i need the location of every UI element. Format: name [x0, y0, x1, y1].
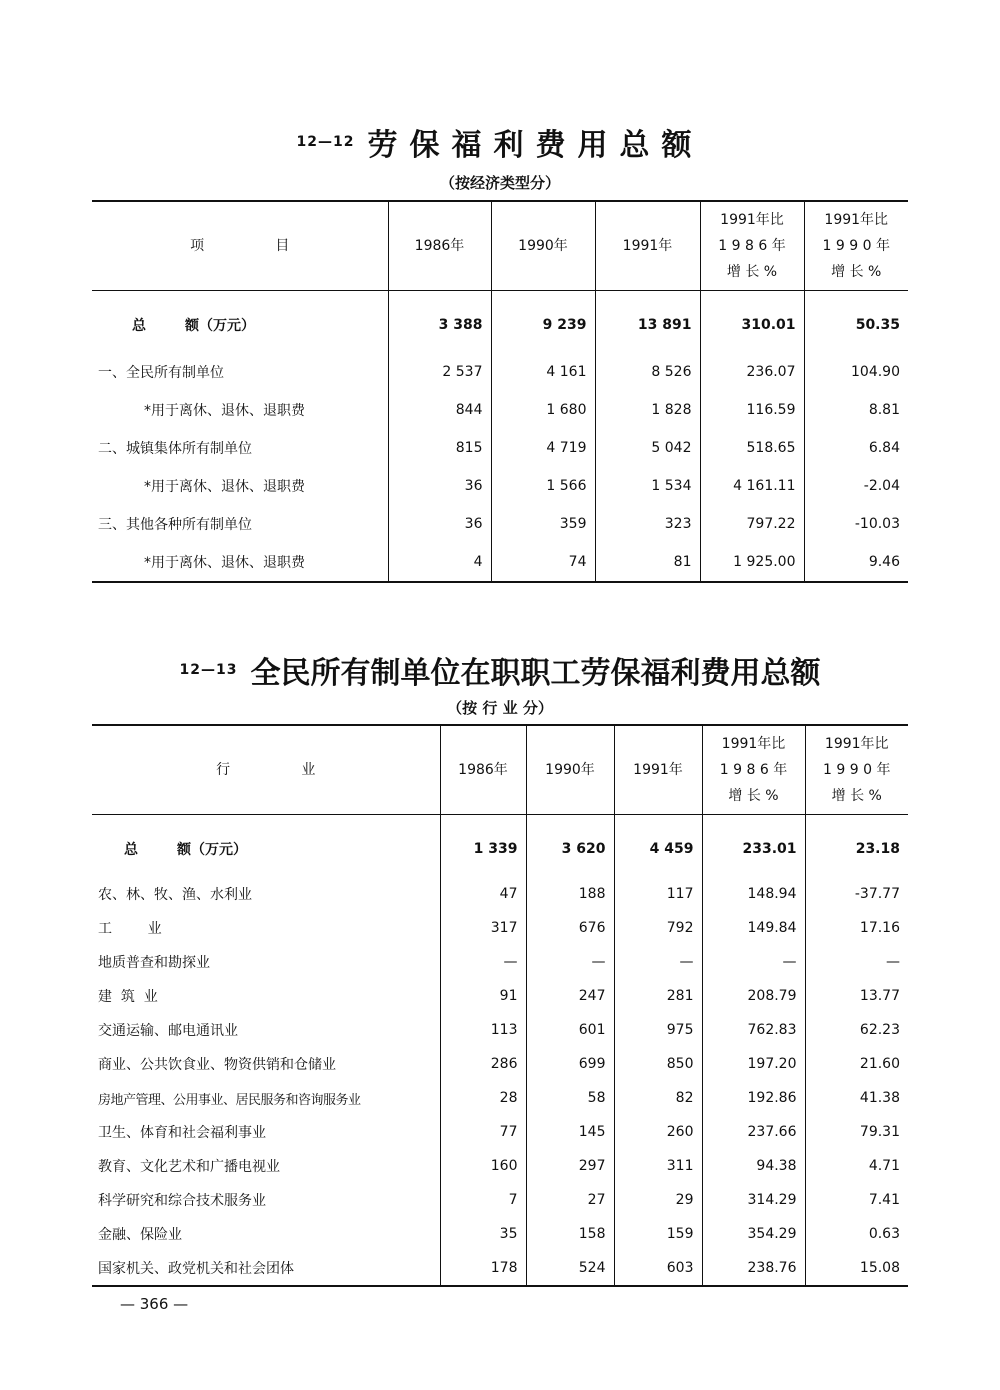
cell-1991: 5 042: [595, 429, 700, 467]
table-row: [92, 1149, 908, 1183]
cell-growth-1986: 762.83: [702, 1013, 805, 1047]
table2-header-growth-1986: [702, 725, 805, 815]
cell-1990: 58: [526, 1081, 614, 1115]
table-row: [92, 467, 908, 505]
table2-title-text: 全民所有制单位在职职工劳保福利费用总额: [250, 656, 821, 691]
table-row: [92, 1081, 908, 1115]
cell-growth-1986: 197.20: [702, 1047, 805, 1081]
cell-growth-1986: 518.65: [700, 429, 804, 467]
table2-number: 12—13: [179, 662, 238, 678]
cell-1990: 3 620: [526, 815, 614, 878]
table-row: [92, 1115, 908, 1149]
header-line: 1991年比: [720, 212, 784, 228]
row-label: 房地产管理、公用事业、居民服务和咨询服务业: [98, 1092, 361, 1108]
cell-growth-1990: 104.90: [804, 353, 908, 391]
cell-growth-1986: 797.22: [700, 505, 804, 543]
page-number: — 366 —: [120, 1295, 189, 1313]
cell-1991: 281: [614, 979, 702, 1013]
header-line: 1 9 9 0 年: [823, 762, 891, 778]
table-row: [92, 505, 908, 543]
cell-growth-1986: 233.01: [702, 815, 805, 878]
cell-1990: —: [526, 945, 614, 979]
header-line: 增 长 %: [726, 264, 778, 280]
cell-1990: 145: [526, 1115, 614, 1149]
table1-number: 12—12: [296, 134, 355, 150]
cell-growth-1990: 0.63: [805, 1217, 908, 1251]
cell-1991: 1 534: [595, 467, 700, 505]
cell-1991: 975: [614, 1013, 702, 1047]
cell-1991: 81: [595, 543, 700, 582]
cell-1986: 36: [388, 467, 491, 505]
row-label: 总 额（万元）: [132, 318, 255, 334]
cell-1986: 36: [388, 505, 491, 543]
cell-1986: 815: [388, 429, 491, 467]
row-label: 二、城镇集体所有制单位: [98, 441, 252, 457]
cell-1986: 91: [440, 979, 526, 1013]
cell-1990: 188: [526, 877, 614, 911]
cell-1990: 27: [526, 1183, 614, 1217]
cell-1991: 311: [614, 1149, 702, 1183]
row-label: 商业、公共饮食业、物资供销和仓储业: [98, 1057, 336, 1073]
table1-header-1986: 1986年: [388, 201, 491, 291]
cell-growth-1990: 41.38: [805, 1081, 908, 1115]
cell-1986: 77: [440, 1115, 526, 1149]
cell-growth-1986: 354.29: [702, 1217, 805, 1251]
row-label: 地质普查和勘探业: [98, 955, 210, 971]
cell-1990: 4 719: [491, 429, 595, 467]
cell-1986: 178: [440, 1251, 526, 1286]
cell-1990: 1 680: [491, 391, 595, 429]
cell-growth-1986: 94.38: [702, 1149, 805, 1183]
cell-1991: 8 526: [595, 353, 700, 391]
cell-growth-1986: 149.84: [702, 911, 805, 945]
cell-growth-1986: 314.29: [702, 1183, 805, 1217]
row-label: 农、林、牧、渔、水利业: [98, 887, 252, 903]
table-row: [92, 429, 908, 467]
cell-1990: 1 566: [491, 467, 595, 505]
table1-header-growth-1986: [700, 201, 804, 291]
cell-growth-1990: 4.71: [805, 1149, 908, 1183]
cell-growth-1990: -10.03: [804, 505, 908, 543]
table1-header-item: 项 目: [92, 201, 388, 291]
cell-growth-1990: -37.77: [805, 877, 908, 911]
cell-growth-1986: 237.66: [702, 1115, 805, 1149]
cell-1990: 699: [526, 1047, 614, 1081]
table1-title-text: 劳保福利费用总额: [367, 128, 704, 163]
cell-growth-1986: 1 925.00: [700, 543, 804, 582]
row-label: 交通运输、邮电通讯业: [98, 1023, 238, 1039]
header-line: 增 长 %: [728, 788, 779, 804]
table-row: [92, 911, 908, 945]
row-label: *用于离休、退休、退职费: [144, 479, 305, 495]
table-row: [92, 815, 908, 878]
cell-1986: 160: [440, 1149, 526, 1183]
row-label: 科学研究和综合技术服务业: [98, 1193, 266, 1209]
cell-1991: 260: [614, 1115, 702, 1149]
cell-1986: —: [440, 945, 526, 979]
table-row: [92, 391, 908, 429]
cell-1986: 35: [440, 1217, 526, 1251]
cell-growth-1990: 21.60: [805, 1047, 908, 1081]
table-row: [92, 945, 908, 979]
table1-header-row: [92, 201, 908, 291]
row-label: *用于离休、退休、退职费: [144, 555, 305, 571]
cell-1986: 7: [440, 1183, 526, 1217]
cell-1990: 74: [491, 543, 595, 582]
header-line: 1 9 8 6 年: [719, 762, 788, 778]
table-row: [92, 291, 908, 354]
cell-1990: 524: [526, 1251, 614, 1286]
cell-1986: 3 388: [388, 291, 491, 354]
cell-growth-1986: 148.94: [702, 877, 805, 911]
cell-growth-1990: 50.35: [804, 291, 908, 354]
cell-growth-1990: 7.41: [805, 1183, 908, 1217]
cell-growth-1986: 208.79: [702, 979, 805, 1013]
cell-1990: 4 161: [491, 353, 595, 391]
row-label: *用于离休、退休、退职费: [144, 403, 305, 419]
table2-header-1990: 1990年: [526, 725, 614, 815]
cell-1986: 4: [388, 543, 491, 582]
cell-growth-1990: 9.46: [804, 543, 908, 582]
cell-growth-1986: 238.76: [702, 1251, 805, 1286]
cell-growth-1986: 310.01: [700, 291, 804, 354]
table2-header-item: 行 业: [92, 725, 440, 815]
cell-1986: 844: [388, 391, 491, 429]
table2-header-1986: 1986年: [440, 725, 526, 815]
cell-growth-1990: 6.84: [804, 429, 908, 467]
row-label: 教育、文化艺术和广播电视业: [98, 1159, 280, 1175]
cell-1986: 2 537: [388, 353, 491, 391]
cell-growth-1986: —: [702, 945, 805, 979]
table1-subtitle: （按经济类型分）: [439, 174, 560, 192]
table-row: [92, 543, 908, 582]
table2-subtitle: （按 行 业 分）: [447, 699, 553, 717]
cell-growth-1986: 4 161.11: [700, 467, 804, 505]
cell-1991: 4 459: [614, 815, 702, 878]
table2-title: [0, 648, 1000, 692]
cell-1986: 113: [440, 1013, 526, 1047]
table-row: [92, 1013, 908, 1047]
header-line: 增 长 %: [831, 264, 882, 280]
cell-1991: —: [614, 945, 702, 979]
table1-header-1990: 1990年: [491, 201, 595, 291]
table1-title: [0, 120, 1000, 164]
row-label: 一、全民所有制单位: [98, 365, 224, 381]
table-row: [92, 979, 908, 1013]
cell-1991: 29: [614, 1183, 702, 1217]
cell-growth-1986: 236.07: [700, 353, 804, 391]
cell-1991: 792: [614, 911, 702, 945]
table-row: [92, 877, 908, 911]
cell-growth-1986: 116.59: [700, 391, 804, 429]
cell-growth-1990: 62.23: [805, 1013, 908, 1047]
header-line: 1991年比: [824, 212, 889, 228]
header-line: 1991年比: [824, 736, 889, 752]
cell-1986: 286: [440, 1047, 526, 1081]
cell-1991: 117: [614, 877, 702, 911]
cell-1986: 47: [440, 877, 526, 911]
cell-growth-1990: 23.18: [805, 815, 908, 878]
cell-growth-1990: 17.16: [805, 911, 908, 945]
cell-1986: 1 339: [440, 815, 526, 878]
cell-growth-1990: 8.81: [804, 391, 908, 429]
table-row: [92, 1251, 908, 1286]
table2-header-growth-1990: [805, 725, 908, 815]
cell-1986: 317: [440, 911, 526, 945]
table-row: [92, 353, 908, 391]
cell-1991: 850: [614, 1047, 702, 1081]
row-label: 金融、保险业: [98, 1227, 182, 1243]
cell-1991: 1 828: [595, 391, 700, 429]
table2: [92, 724, 908, 1287]
table2-header-1991: 1991年: [614, 725, 702, 815]
cell-growth-1990: —: [805, 945, 908, 979]
header-line: 增 长 %: [831, 788, 882, 804]
table2-header-row: [92, 725, 908, 815]
table1-header-growth-1990: [804, 201, 908, 291]
cell-growth-1990: 13.77: [805, 979, 908, 1013]
cell-growth-1990: 79.31: [805, 1115, 908, 1149]
row-label: 工 业: [98, 921, 162, 937]
cell-growth-1990: -2.04: [804, 467, 908, 505]
header-line: 1 9 9 0 年: [822, 238, 890, 254]
cell-1991: 13 891: [595, 291, 700, 354]
table-row: [92, 1047, 908, 1081]
cell-1991: 159: [614, 1217, 702, 1251]
row-label: 卫生、体育和社会福利事业: [98, 1125, 266, 1141]
cell-1990: 676: [526, 911, 614, 945]
cell-1990: 158: [526, 1217, 614, 1251]
cell-1990: 9 239: [491, 291, 595, 354]
cell-1991: 603: [614, 1251, 702, 1286]
row-label: 三、其他各种所有制单位: [98, 517, 252, 533]
cell-1990: 297: [526, 1149, 614, 1183]
cell-1990: 601: [526, 1013, 614, 1047]
header-line: 1 9 8 6 年: [718, 238, 786, 254]
cell-1991: 82: [614, 1081, 702, 1115]
table-row: [92, 1217, 908, 1251]
row-label: 总 额（万元）: [124, 842, 247, 858]
cell-growth-1990: 15.08: [805, 1251, 908, 1286]
row-label: 国家机关、政党机关和社会团体: [98, 1261, 294, 1277]
cell-1990: 359: [491, 505, 595, 543]
header-line: 1991年比: [721, 736, 786, 752]
cell-1991: 323: [595, 505, 700, 543]
row-label: 建 筑 业: [98, 989, 158, 1005]
table1: [92, 200, 908, 583]
cell-1990: 247: [526, 979, 614, 1013]
table-row: [92, 1183, 908, 1217]
table1-header-1991: 1991年: [595, 201, 700, 291]
cell-1986: 28: [440, 1081, 526, 1115]
cell-growth-1986: 192.86: [702, 1081, 805, 1115]
